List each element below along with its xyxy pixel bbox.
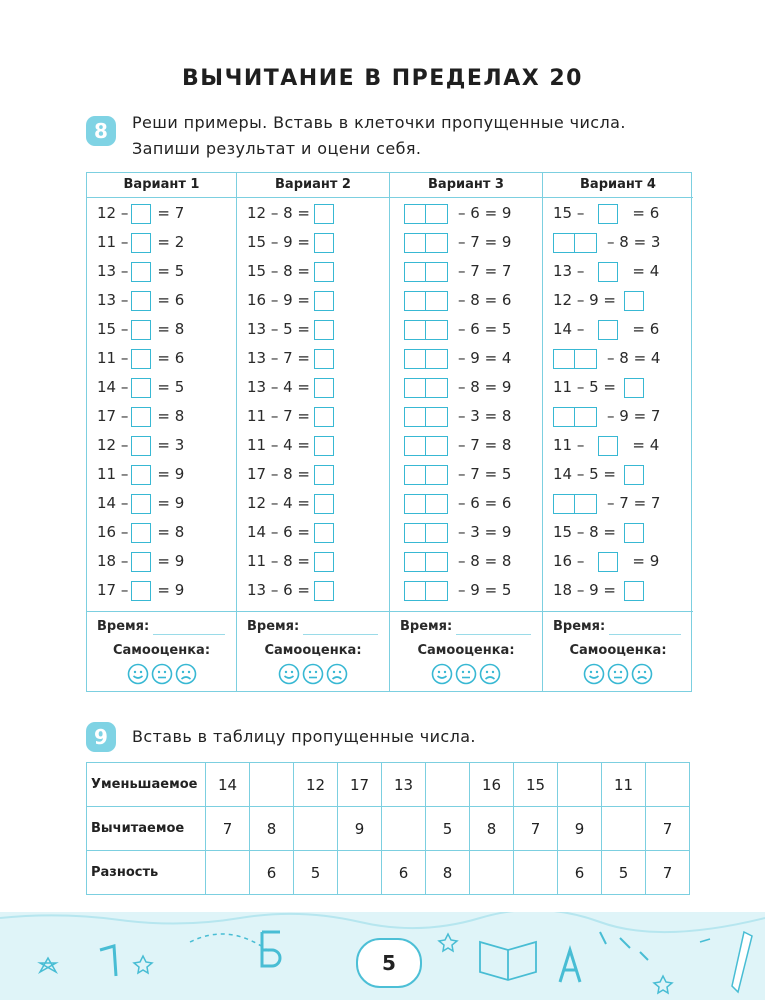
answer-box[interactable] [598, 204, 618, 224]
self-assessment-label: Самооценка: [569, 643, 667, 658]
self-assessment-label: Самооценка: [112, 643, 211, 658]
example-right: = 9 [157, 581, 185, 599]
table-cell: 16 [470, 763, 514, 807]
row-label: Разность [87, 851, 206, 895]
example-expression: 15 – 8 = [553, 523, 617, 541]
self-assessment-label: Самооценка: [264, 643, 362, 658]
example-right: – 7 = 8 [458, 436, 512, 454]
time-input-line[interactable] [609, 634, 681, 635]
answer-box[interactable] [131, 436, 151, 456]
table-cell: 6 [250, 851, 294, 895]
table-cell: 5 [426, 807, 470, 851]
table-row [87, 851, 690, 895]
example-left: 17 – [97, 407, 129, 425]
self-assessment-label: Самооценка: [417, 643, 515, 658]
example-right: = 4 [632, 436, 660, 454]
example-right: = 9 [632, 552, 660, 570]
variant-4-header: Вариант 4 [543, 173, 693, 198]
time-input-line[interactable] [456, 634, 531, 635]
example-row [237, 490, 389, 516]
example-expression: 13 – 5 = [247, 320, 311, 338]
table-cell: 17 [338, 763, 382, 807]
neutral-face-icon[interactable] [607, 663, 629, 685]
example-row [390, 461, 542, 487]
example-row [543, 258, 693, 284]
example-expression: 11 – 4 = [247, 436, 311, 454]
table-cell: 8 [470, 807, 514, 851]
example-row [87, 519, 236, 545]
two-digit-answer-box[interactable] [404, 320, 448, 340]
example-right: = 8 [157, 320, 185, 338]
answer-box[interactable] [131, 407, 151, 427]
answer-box[interactable] [624, 523, 644, 543]
happy-face-icon[interactable] [127, 663, 149, 685]
example-left: 14 – [97, 378, 129, 396]
table-cell: 11 [602, 763, 646, 807]
table-cell: 5 [294, 851, 338, 895]
example-row [390, 403, 542, 429]
answer-box[interactable] [131, 233, 151, 253]
answer-box[interactable] [131, 552, 151, 572]
example-expression: 18 – 9 = [553, 581, 617, 599]
example-row [87, 258, 236, 284]
happy-face-icon[interactable] [278, 663, 300, 685]
example-right: – 8 = 8 [458, 552, 512, 570]
answer-box[interactable] [131, 494, 151, 514]
page-title: ВЫЧИТАНИЕ В ПРЕДЕЛАХ 20 [182, 66, 583, 91]
two-digit-answer-box[interactable] [404, 233, 448, 253]
two-digit-answer-box[interactable] [404, 523, 448, 543]
example-row [237, 403, 389, 429]
table-cell: 15 [514, 763, 558, 807]
self-assessment-faces [87, 663, 236, 685]
self-assessment-faces [543, 663, 693, 685]
example-expression: 16 – 9 = [247, 291, 311, 309]
example-right: – 9 = 5 [458, 581, 512, 599]
answer-box[interactable] [131, 465, 151, 485]
answer-box[interactable] [598, 436, 618, 456]
table-cell[interactable] [206, 851, 250, 895]
table-cell[interactable] [602, 807, 646, 851]
self-assessment-faces [390, 663, 542, 685]
table-cell: 6 [382, 851, 426, 895]
table-cell[interactable] [338, 851, 382, 895]
example-left: 16 – [97, 523, 129, 541]
example-left: 16 – [553, 552, 585, 570]
time-input-line[interactable] [303, 634, 378, 635]
variant-3-column [390, 173, 543, 691]
example-row [390, 374, 542, 400]
example-row [543, 345, 693, 371]
time-input-line[interactable] [153, 634, 225, 635]
example-row [87, 287, 236, 313]
answer-box[interactable] [314, 349, 334, 369]
variant-footer-divider [390, 611, 542, 612]
time-label: Время: [247, 619, 300, 634]
example-right: = 6 [632, 204, 660, 222]
answer-box[interactable] [314, 581, 334, 601]
neutral-face-icon[interactable] [151, 663, 173, 685]
example-right: = 6 [157, 291, 185, 309]
table-cell[interactable] [558, 763, 602, 807]
answer-box[interactable] [624, 581, 644, 601]
example-right: – 8 = 6 [458, 291, 512, 309]
example-expression: 11 – 8 = [247, 552, 311, 570]
table-cell: 14 [206, 763, 250, 807]
two-digit-answer-box[interactable] [404, 407, 448, 427]
two-digit-answer-box[interactable] [553, 407, 597, 427]
sad-face-icon[interactable] [479, 663, 501, 685]
example-expression: 13 – 4 = [247, 378, 311, 396]
two-digit-answer-box[interactable] [404, 465, 448, 485]
table-cell: 5 [602, 851, 646, 895]
example-right: – 9 = 7 [607, 407, 661, 425]
example-right: – 8 = 9 [458, 378, 512, 396]
table-cell: 9 [338, 807, 382, 851]
table-cell: 7 [514, 807, 558, 851]
example-row [87, 403, 236, 429]
example-right: = 9 [157, 494, 185, 512]
example-row [237, 287, 389, 313]
neutral-face-icon[interactable] [302, 663, 324, 685]
example-expression: 13 – 7 = [247, 349, 311, 367]
table-cell: 6 [558, 851, 602, 895]
answer-box[interactable] [624, 378, 644, 398]
example-row [87, 200, 236, 226]
table-cell: 9 [558, 807, 602, 851]
two-digit-answer-box[interactable] [404, 291, 448, 311]
answer-box[interactable] [598, 320, 618, 340]
example-row [543, 374, 693, 400]
variant-footer-divider [237, 611, 389, 612]
example-row [543, 577, 693, 603]
sad-face-icon[interactable] [326, 663, 348, 685]
example-row [87, 461, 236, 487]
self-assessment-faces [237, 663, 389, 685]
example-row [237, 577, 389, 603]
answer-box[interactable] [314, 465, 334, 485]
answer-box[interactable] [598, 552, 618, 572]
example-expression: 15 – 9 = [247, 233, 311, 251]
table-row [87, 807, 690, 851]
example-right: – 9 = 4 [458, 349, 512, 367]
example-left: 13 – [553, 262, 585, 280]
task-9-instructions: Вставь в таблицу пропущенные числа. [132, 727, 476, 746]
answer-box[interactable] [131, 378, 151, 398]
example-expression: 17 – 8 = [247, 465, 311, 483]
two-digit-answer-box[interactable] [553, 233, 597, 253]
two-digit-answer-box[interactable] [404, 494, 448, 514]
example-right: = 8 [157, 407, 185, 425]
answer-box[interactable] [314, 233, 334, 253]
time-label: Время: [553, 619, 606, 634]
example-right: = 4 [632, 262, 660, 280]
subtraction-table [86, 762, 690, 895]
example-row [390, 316, 542, 342]
sad-face-icon[interactable] [631, 663, 653, 685]
example-row [543, 432, 693, 458]
example-expression: 12 – 4 = [247, 494, 311, 512]
example-right: – 6 = 6 [458, 494, 512, 512]
two-digit-answer-box[interactable] [404, 349, 448, 369]
example-right: – 3 = 8 [458, 407, 512, 425]
example-left: 18 – [97, 552, 129, 570]
example-row [390, 229, 542, 255]
example-right: = 6 [632, 320, 660, 338]
answer-box[interactable] [314, 523, 334, 543]
example-row [543, 403, 693, 429]
example-row [87, 316, 236, 342]
answer-box[interactable] [624, 465, 644, 485]
example-right: – 7 = 5 [458, 465, 512, 483]
table-cell[interactable] [382, 807, 426, 851]
example-row [87, 229, 236, 255]
two-digit-answer-box[interactable] [404, 204, 448, 224]
example-expression: 11 – 5 = [553, 378, 617, 396]
two-digit-answer-box[interactable] [553, 349, 597, 369]
task-8-line-1: Реши примеры. Вставь в клеточки пропущенные числа. [132, 113, 626, 132]
answer-box[interactable] [131, 204, 151, 224]
example-row [390, 432, 542, 458]
variant-footer-divider [543, 611, 693, 612]
example-row [87, 577, 236, 603]
table-cell[interactable] [470, 851, 514, 895]
task-8-line-2: Запиши результат и оцени себя. [132, 139, 422, 158]
example-right: = 3 [157, 436, 185, 454]
task-9-badge: 9 [86, 722, 116, 752]
answer-box[interactable] [131, 262, 151, 282]
example-row [237, 258, 389, 284]
answer-box[interactable] [131, 349, 151, 369]
answer-box[interactable] [131, 581, 151, 601]
example-row [543, 287, 693, 313]
example-row [390, 548, 542, 574]
example-row [87, 345, 236, 371]
variant-3-header: Вариант 3 [390, 173, 542, 198]
example-row [237, 229, 389, 255]
example-right: = 5 [157, 262, 185, 280]
example-row [543, 200, 693, 226]
example-right: = 6 [157, 349, 185, 367]
example-right: – 3 = 9 [458, 523, 512, 541]
variant-2-header: Вариант 2 [237, 173, 389, 198]
example-row [87, 432, 236, 458]
table-cell: 8 [426, 851, 470, 895]
example-row [87, 490, 236, 516]
two-digit-answer-box[interactable] [404, 552, 448, 572]
example-left: 14 – [553, 320, 585, 338]
example-left: 11 – [97, 233, 129, 251]
table-cell[interactable] [426, 763, 470, 807]
task-8-badge: 8 [86, 116, 116, 146]
example-left: 11 – [97, 465, 129, 483]
example-row [390, 287, 542, 313]
table-cell: 8 [250, 807, 294, 851]
example-row [390, 519, 542, 545]
row-label: Вычитаемое [87, 807, 206, 851]
table-cell: 12 [294, 763, 338, 807]
example-row [237, 461, 389, 487]
table-cell: 7 [206, 807, 250, 851]
example-row [390, 345, 542, 371]
example-left: 13 – [97, 262, 129, 280]
answer-box[interactable] [598, 262, 618, 282]
row-label: Уменьшаемое [87, 763, 206, 807]
example-right: – 8 = 4 [607, 349, 661, 367]
example-expression: 11 – 7 = [247, 407, 311, 425]
example-left: 17 – [97, 581, 129, 599]
example-left: 11 – [97, 349, 129, 367]
example-row [87, 374, 236, 400]
example-row [543, 548, 693, 574]
example-row [543, 461, 693, 487]
variant-2-column [237, 173, 390, 691]
neutral-face-icon[interactable] [455, 663, 477, 685]
variant-1-column [87, 173, 237, 691]
two-digit-answer-box[interactable] [404, 262, 448, 282]
answer-box[interactable] [314, 262, 334, 282]
variant-4-column [543, 173, 693, 691]
page-number: 5 [356, 938, 422, 988]
example-left: 15 – [97, 320, 129, 338]
answer-box[interactable] [131, 291, 151, 311]
example-expression: 14 – 5 = [553, 465, 617, 483]
task-8-instructions [132, 110, 626, 162]
table-cell[interactable] [646, 763, 690, 807]
example-left: 12 – [97, 436, 129, 454]
table-row [87, 763, 690, 807]
answer-box[interactable] [314, 407, 334, 427]
example-row [237, 432, 389, 458]
example-row [543, 316, 693, 342]
example-left: 12 – [97, 204, 129, 222]
example-right: = 9 [157, 465, 185, 483]
example-expression: 13 – 6 = [247, 581, 311, 599]
example-left: 14 – [97, 494, 129, 512]
example-left: 15 – [553, 204, 585, 222]
answer-box[interactable] [624, 291, 644, 311]
example-row [390, 200, 542, 226]
example-row [237, 519, 389, 545]
happy-face-icon[interactable] [583, 663, 605, 685]
example-left: 11 – [553, 436, 585, 454]
example-right: = 5 [157, 378, 185, 396]
answer-box[interactable] [131, 523, 151, 543]
variant-1-header: Вариант 1 [87, 173, 236, 198]
table-cell[interactable] [294, 807, 338, 851]
time-label: Время: [97, 619, 150, 634]
table-cell: 7 [646, 807, 690, 851]
variants-grid [86, 172, 692, 692]
answer-box[interactable] [131, 320, 151, 340]
example-row [390, 490, 542, 516]
sad-face-icon[interactable] [175, 663, 197, 685]
table-cell: 7 [646, 851, 690, 895]
example-row [237, 345, 389, 371]
table-cell[interactable] [514, 851, 558, 895]
example-right: – 6 = 9 [458, 204, 512, 222]
answer-box[interactable] [314, 320, 334, 340]
example-row [543, 229, 693, 255]
example-right: = 8 [157, 523, 185, 541]
answer-box[interactable] [314, 378, 334, 398]
time-label: Время: [400, 619, 453, 634]
example-row [237, 316, 389, 342]
example-row [237, 548, 389, 574]
table-cell[interactable] [250, 763, 294, 807]
two-digit-answer-box[interactable] [404, 378, 448, 398]
answer-box[interactable] [314, 552, 334, 572]
example-left: 13 – [97, 291, 129, 309]
example-right: – 7 = 9 [458, 233, 512, 251]
example-expression: 12 – 9 = [553, 291, 617, 309]
example-row [87, 548, 236, 574]
example-right: – 7 = 7 [607, 494, 661, 512]
happy-face-icon[interactable] [431, 663, 453, 685]
two-digit-answer-box[interactable] [553, 494, 597, 514]
two-digit-answer-box[interactable] [404, 436, 448, 456]
answer-box[interactable] [314, 494, 334, 514]
answer-box[interactable] [314, 436, 334, 456]
variant-footer-divider [87, 611, 236, 612]
example-row [543, 519, 693, 545]
example-right: – 8 = 3 [607, 233, 661, 251]
example-right: = 2 [157, 233, 185, 251]
example-right: – 7 = 7 [458, 262, 512, 280]
example-right: = 9 [157, 552, 185, 570]
example-expression: 15 – 8 = [247, 262, 311, 280]
two-digit-answer-box[interactable] [404, 581, 448, 601]
example-expression: 14 – 6 = [247, 523, 311, 541]
example-right: = 7 [157, 204, 185, 222]
answer-box[interactable] [314, 291, 334, 311]
example-row [237, 200, 389, 226]
table-cell: 13 [382, 763, 426, 807]
example-row [390, 577, 542, 603]
example-row [390, 258, 542, 284]
example-expression: 12 – 8 = [247, 204, 311, 222]
answer-box[interactable] [314, 204, 334, 224]
example-row [543, 490, 693, 516]
example-row [237, 374, 389, 400]
example-right: – 6 = 5 [458, 320, 512, 338]
